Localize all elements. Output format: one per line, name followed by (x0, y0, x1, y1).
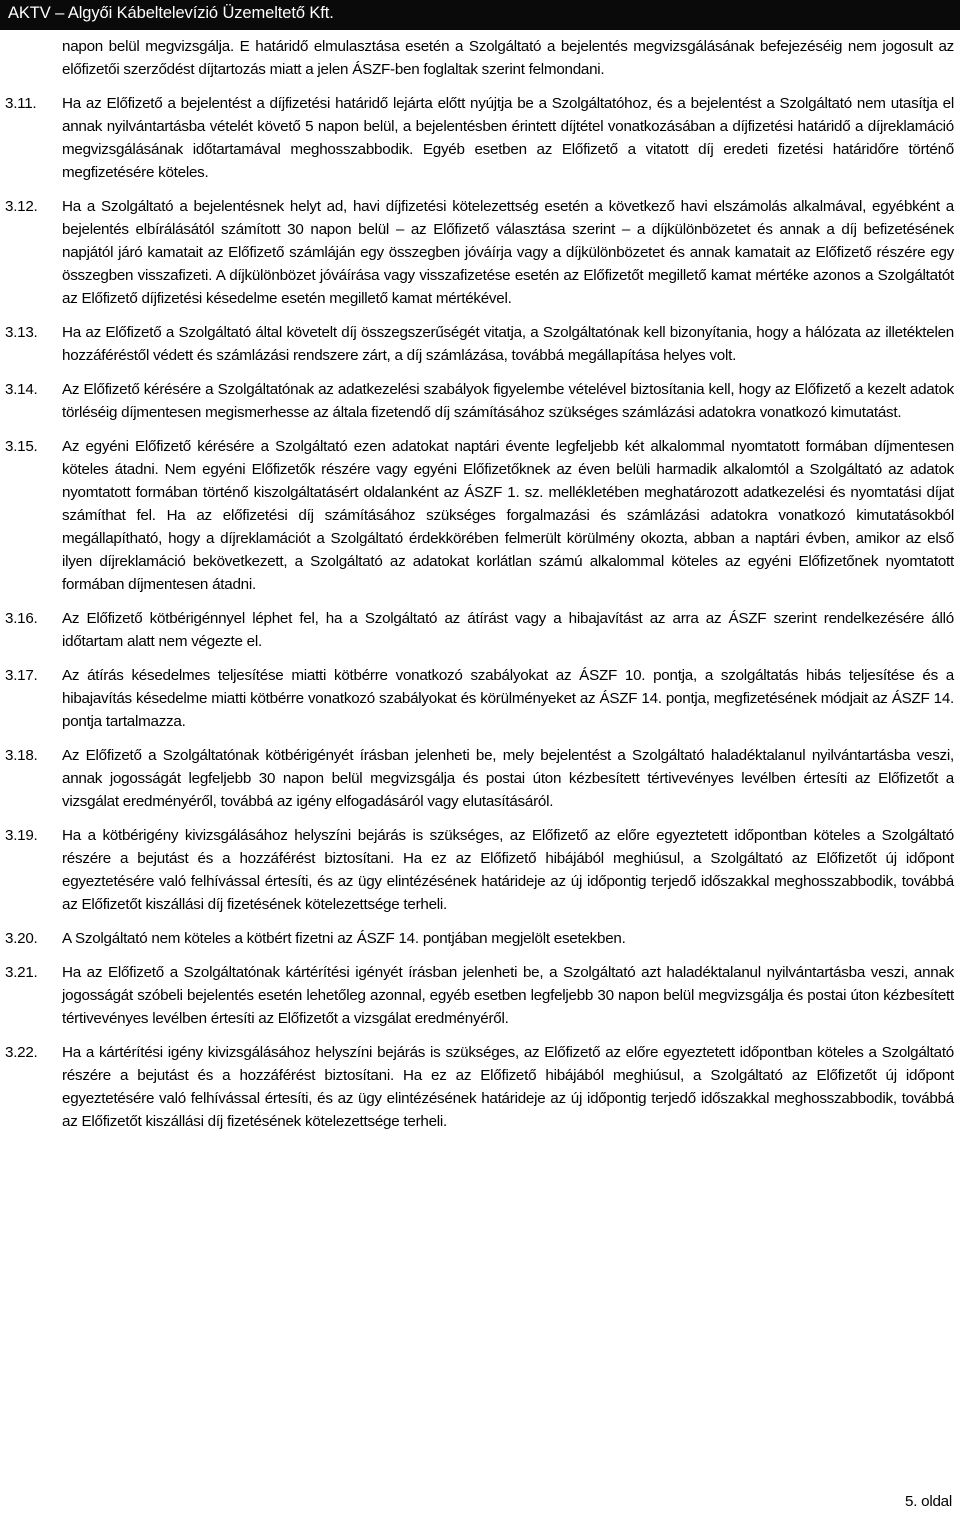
section-number: 3.20. (5, 930, 38, 947)
section-item (5, 744, 954, 813)
section-number: 3.11. (5, 95, 37, 112)
section-item (5, 435, 954, 596)
section-text: Ha az Előfizető a bejelentést a díjfizetési határidő lejárta előtt nyújtja be a Szolgáltatóhoz, és a bejelentést a Szolgáltató nem utasítja el annak nyilvántartásba vételét követő 5 napon belül, a bejelentésben érintett díjtétel vonatkozásában a díjfizetési határidő a díjreklamáció megvizsgálásának időtartamával meghosszabbodik. Egyéb esetben az Előfizető a vitatott díj eredeti fizetési határidőre történő megfizetésére köteles. (62, 95, 954, 181)
intro-paragraph: napon belül megvizsgálja. E határidő elmulasztása esetén a Szolgáltató a bejelentés megvizsgálásának befejezéséig nem jogosult az előfizetői szerződést díjtartozás miatt a jelen ÁSZF-ben foglaltak szerint felmondani. (62, 38, 954, 78)
header-title: AKTV – Algyői Kábeltelevízió Üzemeltető Kft. (8, 4, 334, 22)
section-item (5, 927, 954, 950)
section-item (5, 607, 954, 653)
page-header (0, 0, 960, 30)
section-number: 3.14. (5, 381, 38, 398)
section-list (5, 92, 954, 1133)
document-body (5, 35, 954, 1144)
section-text: Ha az Előfizető a Szolgáltató által követelt díj összegszerűségét vitatja, a Szolgáltatónak kell bizonyítania, hogy a hálózata az illetéktelen hozzáféréstől védett és számlázási rendszere zárt, a díj számlázása, továbbá megállapítása helyes volt. (62, 324, 954, 364)
section-text: A Szolgáltató nem köteles a kötbért fizetni az ÁSZF 14. pontjában megjelölt esetekben. (62, 930, 626, 947)
section-text: Ha a Szolgáltató a bejelentésnek helyt ad, havi díjfizetési kötelezettség esetén a következő havi elszámolás alkalmával, egyébként a bejelentés elbírálásától számított 30 napon belül – az Előfizető választása szerint – a díjkülönbözetet és annak a díj befizetésének napjától járó kamatait az Előfizető számláján egy összegben jóváírja vagy a díjkülönbözetet és annak kamatait az Előfizető részére egy összegben visszafizeti. A díjkülönbözet jóváírása vagy visszafizetése esetén az Előfizetőt megillető kamat mértéke azonos a Szolgáltatót az Előfizető díjfizetési késedelme esetén megillető kamat mértékével. (62, 198, 954, 307)
section-text: Az Előfizető a Szolgáltatónak kötbérigényét írásban jelenheti be, mely bejelentést a Szolgáltató haladéktalanul nyilvántartásba veszi, annak jogosságát legfeljebb 30 napon belül megvizsgálja és postai úton kézbesített tértivevényes levélben értesíti az Előfizetőt a vizsgálat eredményéről, továbbá az igény elfogadásáról vagy elutasításáról. (62, 747, 954, 810)
page-number: 5. oldal (905, 1493, 952, 1510)
section-text: Ha az Előfizető a Szolgáltatónak kártérítési igényét írásban jelenheti be, a Szolgáltató azt haladéktalanul nyilvántartásba veszi, annak jogosságát szóbeli bejelentés esetén lehetőleg azonnal, egyéb esetben legfeljebb 30 napon belül megvizsgálja és postai úton kézbesített tértivevényes levélben értesíti az Előfizetőt a vizsgálat eredményéről. (62, 964, 954, 1027)
section-number: 3.12. (5, 198, 38, 215)
section-text: Az Előfizető kérésére a Szolgáltatónak az adatkezelési szabályok figyelembe vételével biztosítania kell, hogy az Előfizető a kezelt adatok törléséig díjmentesen megismerhesse az általa fizetendő díj számításához szükséges számlázási adatokra vonatkozó kimutatást. (62, 381, 954, 421)
section-item (5, 961, 954, 1030)
section-text: Az átírás késedelmes teljesítése miatti kötbérre vonatkozó szabályokat az ÁSZF 10. pontja, a szolgáltatás hibás teljesítése és a hibajavítás késedelme miatti kötbérre vonatkozó szabályokat és körülményeket az ÁSZF 14. pontja, megfizetésének módjait az ÁSZF 14. pontja tartalmazza. (62, 667, 954, 730)
section-item (5, 824, 954, 916)
section-number: 3.17. (5, 667, 38, 684)
section-item (5, 378, 954, 424)
section-number: 3.22. (5, 1044, 38, 1061)
section-number: 3.15. (5, 438, 38, 455)
section-item (5, 321, 954, 367)
section-number: 3.13. (5, 324, 38, 341)
section-item (5, 92, 954, 184)
section-number: 3.19. (5, 827, 38, 844)
section-text: Ha a kötbérigény kivizsgálásához helyszíni bejárás is szükséges, az Előfizető az előre egyeztetett időpontban köteles a Szolgáltató részére a bejutást és a hozzáférést biztosítani. Ha ez az Előfizető hibájából meghiúsul, a Szolgáltató az Előfizetőt új időpont egyeztetésére való felhívással értesíti, és az ügy elintézésének határideje az új időpontig terjedő időszakkal meghosszabbodik, továbbá az Előfizetőt kiszállási díj fizetésének kötelezettsége terheli. (62, 827, 954, 913)
section-number: 3.18. (5, 747, 38, 764)
section-text: Az Előfizető kötbérigénnyel léphet fel, ha a Szolgáltató az átírást vagy a hibajavítást az arra az ÁSZF szerint rendelkezésére álló időtartam alatt nem végezte el. (62, 610, 954, 650)
section-text: Az egyéni Előfizető kérésére a Szolgáltató ezen adatokat naptári évente legfeljebb két alkalommal nyomtatott formában díjmentesen köteles átadni. Nem egyéni Előfizetők részére vagy egyéni Előfizetőknek az éven belüli harmadik alkalomtól a Szolgáltató az adatok nyomtatott formában történő kiszolgáltatásért oldalanként az ÁSZF 1. sz. mellékletében meghatározott adatkezelési és nyomtatási díjat számíthat fel. Ha az előfizetési díj számításához szükséges forgalmazási és számlázási adatokra vonatkozó kimutatásokból megállapítható, hogy a díjreklamációt a Szolgáltató érdekkörében felmerült körülmény okozta, abban a naptári évben, amikor az első ilyen díjreklamáció bekövetkezett, a Szolgáltató az adatokat korlátlan számú alkalommal köteles az egyéni Előfizetőnek nyomtatott formában díjmentesen átadni. (62, 438, 954, 593)
section-item (5, 664, 954, 733)
section-item (5, 1041, 954, 1133)
section-text: Ha a kártérítési igény kivizsgálásához helyszíni bejárás is szükséges, az Előfizető az előre egyeztetett időpontban köteles a Szolgáltató részére a bejutást és a hozzáférést biztosítani. Ha ez az Előfizető hibájából meghiúsul, a Szolgáltató az Előfizetőt új időpont egyeztetésére való felhívással értesíti, és az ügy elintézésének határideje az új időpontig terjedő időszakkal meghosszabbodik, továbbá az Előfizetőt kiszállási díj fizetésének kötelezettsége terheli. (62, 1044, 954, 1130)
section-item (5, 195, 954, 310)
section-number: 3.21. (5, 964, 38, 981)
section-number: 3.16. (5, 610, 38, 627)
